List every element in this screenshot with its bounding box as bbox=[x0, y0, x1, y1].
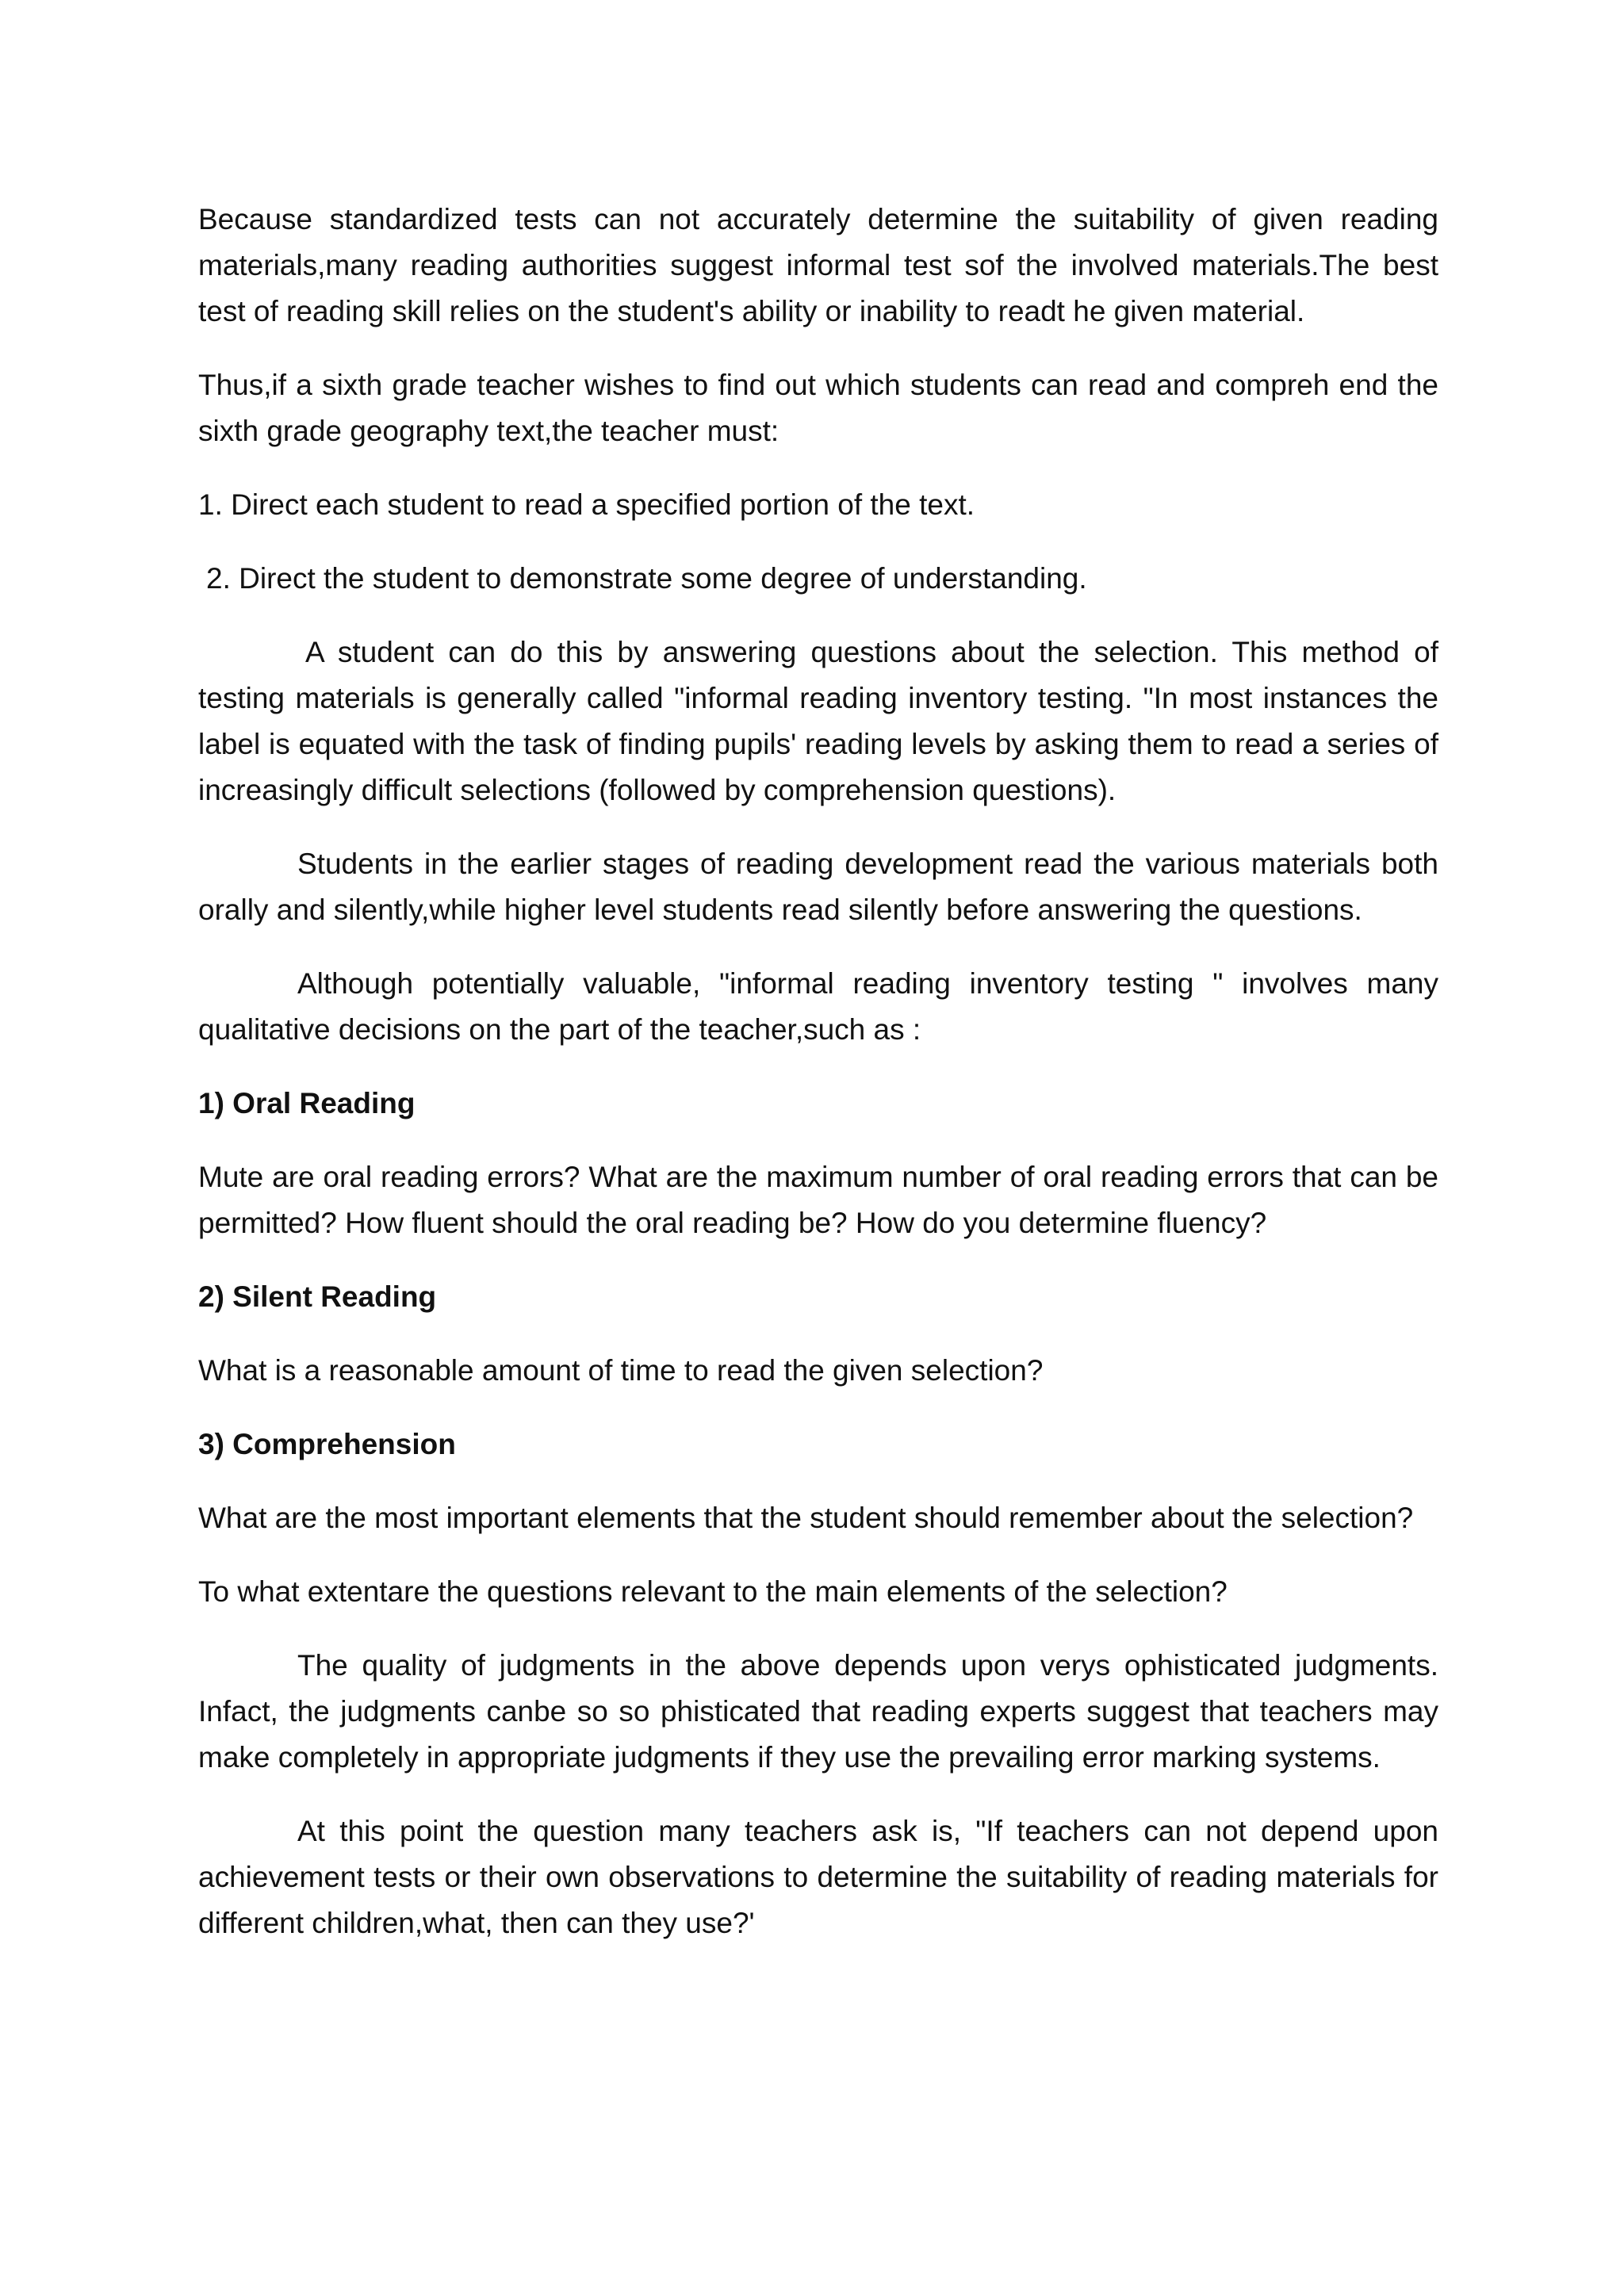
document-page bbox=[198, 197, 1438, 1974]
paragraph-comprehension: What are the most important elements that the student should remember about the selection? bbox=[198, 1502, 1414, 1534]
paragraph-earlier-stages: Students in the earlier stages of reading development read the various materials both orally and silently,while higher level students read silently before answering the questions. bbox=[198, 848, 1438, 926]
paragraph-teachers-ask: At this point the question many teachers ask is, "If teachers can not depend upon achievement tests or their own observations to determine the suitability of reading materials for different children,what, then can they use?' bbox=[198, 1815, 1438, 1939]
list-item-1: 1. Direct each student to read a specified portion of the text. bbox=[198, 488, 975, 521]
paragraph-relevance: To what extentare the questions relevant to the main elements of the selection? bbox=[198, 1575, 1228, 1608]
heading-oral-reading: 1) Oral Reading bbox=[198, 1087, 416, 1119]
heading-comprehension: 3) Comprehension bbox=[198, 1428, 456, 1460]
paragraph-oral-reading: Mute are oral reading errors? What are the maximum number of oral reading errors that can be permitted? How fluent should the oral reading be? How do you determine fluency? bbox=[198, 1161, 1438, 1239]
list-item-2: 2. Direct the student to demonstrate some degree of understanding. bbox=[206, 562, 1087, 595]
paragraph-potentially-valuable: Although potentially valuable, "informal reading inventory testing " involves many qualitative decisions on the part of the teacher,such as : bbox=[198, 967, 1438, 1046]
heading-silent-reading: 2) Silent Reading bbox=[198, 1280, 437, 1313]
paragraph-silent-reading: What is a reasonable amount of time to read the given selection? bbox=[198, 1354, 1044, 1387]
paragraph-quality-judgments: The quality of judgments in the above depends upon verys ophisticated judgments. Infact, the judgments canbe so so phisticated that reading experts suggest that teachers may make completely in appropriate judgments if they use the prevailing error marking systems. bbox=[198, 1649, 1438, 1774]
paragraph-answering-questions: A student can do this by answering questions about the selection. This method of testing materials is generally called "informal reading inventory testing. "In most instances the label is equated with the task of finding pupils' reading levels by asking them to read a series of increasingly difficult selections (followed by comprehension questions). bbox=[198, 636, 1438, 806]
paragraph-teacher-must: Thus,if a sixth grade teacher wishes to find out which students can read and compreh end the sixth grade geography text,the teacher must: bbox=[198, 369, 1438, 447]
paragraph-intro: Because standardized tests can not accurately determine the suitability of given reading materials,many reading authorities suggest informal test sof the involved materials.The best test of reading skill relies on the student's ability or inability to readt he given material. bbox=[198, 203, 1438, 327]
